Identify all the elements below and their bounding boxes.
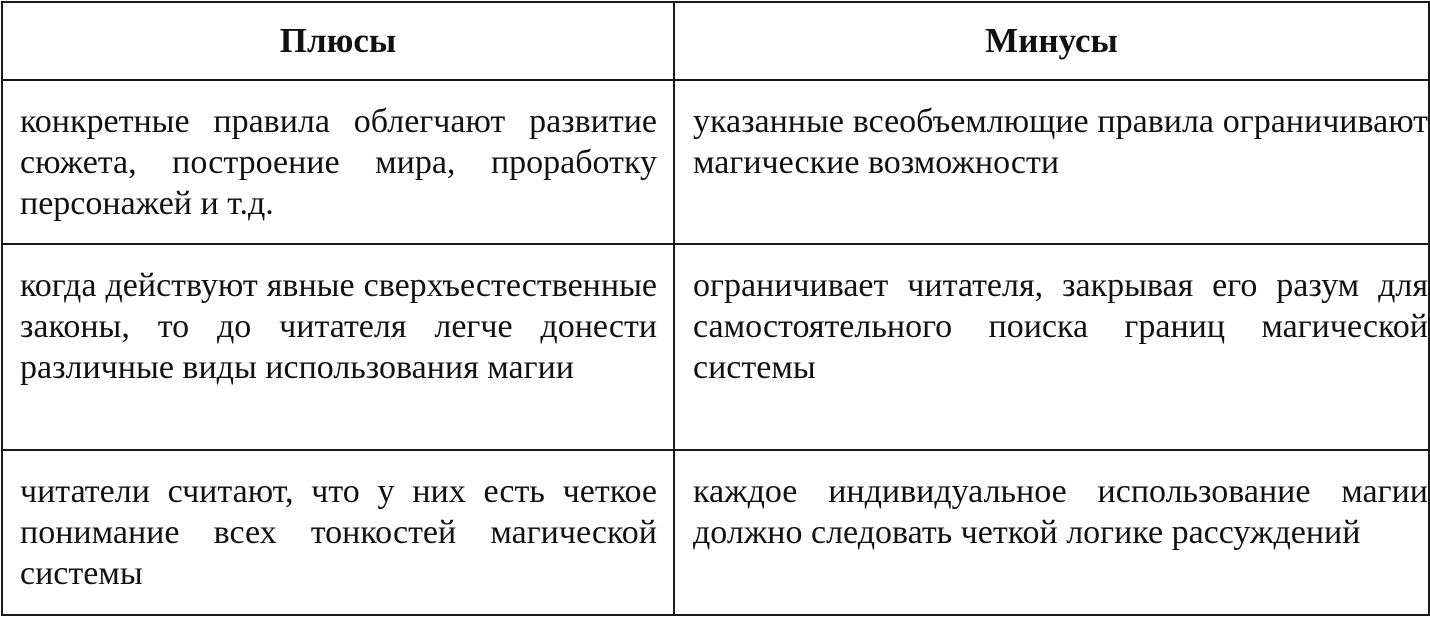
table-row <box>2 80 1429 244</box>
pros-text: читатели считают, что у них есть четкое понимание всех тонкостей магической системы <box>20 473 657 592</box>
table-header <box>2 2 1429 80</box>
cons-text: ограничивает читателя, закрывая его разум для самостоятельного поиска границ магической системы <box>693 267 1428 386</box>
table-row <box>2 450 1429 615</box>
pros-cell <box>2 244 674 450</box>
header-row <box>2 2 1429 80</box>
cons-cell <box>674 450 1429 615</box>
cons-text: указанные всеобъемлющие правила ограничивают магические возможности <box>693 103 1428 181</box>
pros-text: когда действуют явные сверхъестественные законы, то до читателя легче донести различные виды использования магии <box>20 267 657 386</box>
cons-cell <box>674 80 1429 244</box>
pros-cell <box>2 80 674 244</box>
header-pros: Плюсы <box>2 2 674 80</box>
cons-text: каждое индивидуальное использование магии должно следовать четкой логике рассуждений <box>693 473 1428 551</box>
cons-cell <box>674 244 1429 450</box>
pros-cell <box>2 450 674 615</box>
table-body <box>2 80 1429 615</box>
pros-cons-table <box>1 1 1430 616</box>
table-row <box>2 244 1429 450</box>
pros-text: конкретные правила облегчают развитие сюжета, построение мира, проработку персонажей и т.д. <box>20 103 657 222</box>
header-cons: Минусы <box>674 2 1429 80</box>
